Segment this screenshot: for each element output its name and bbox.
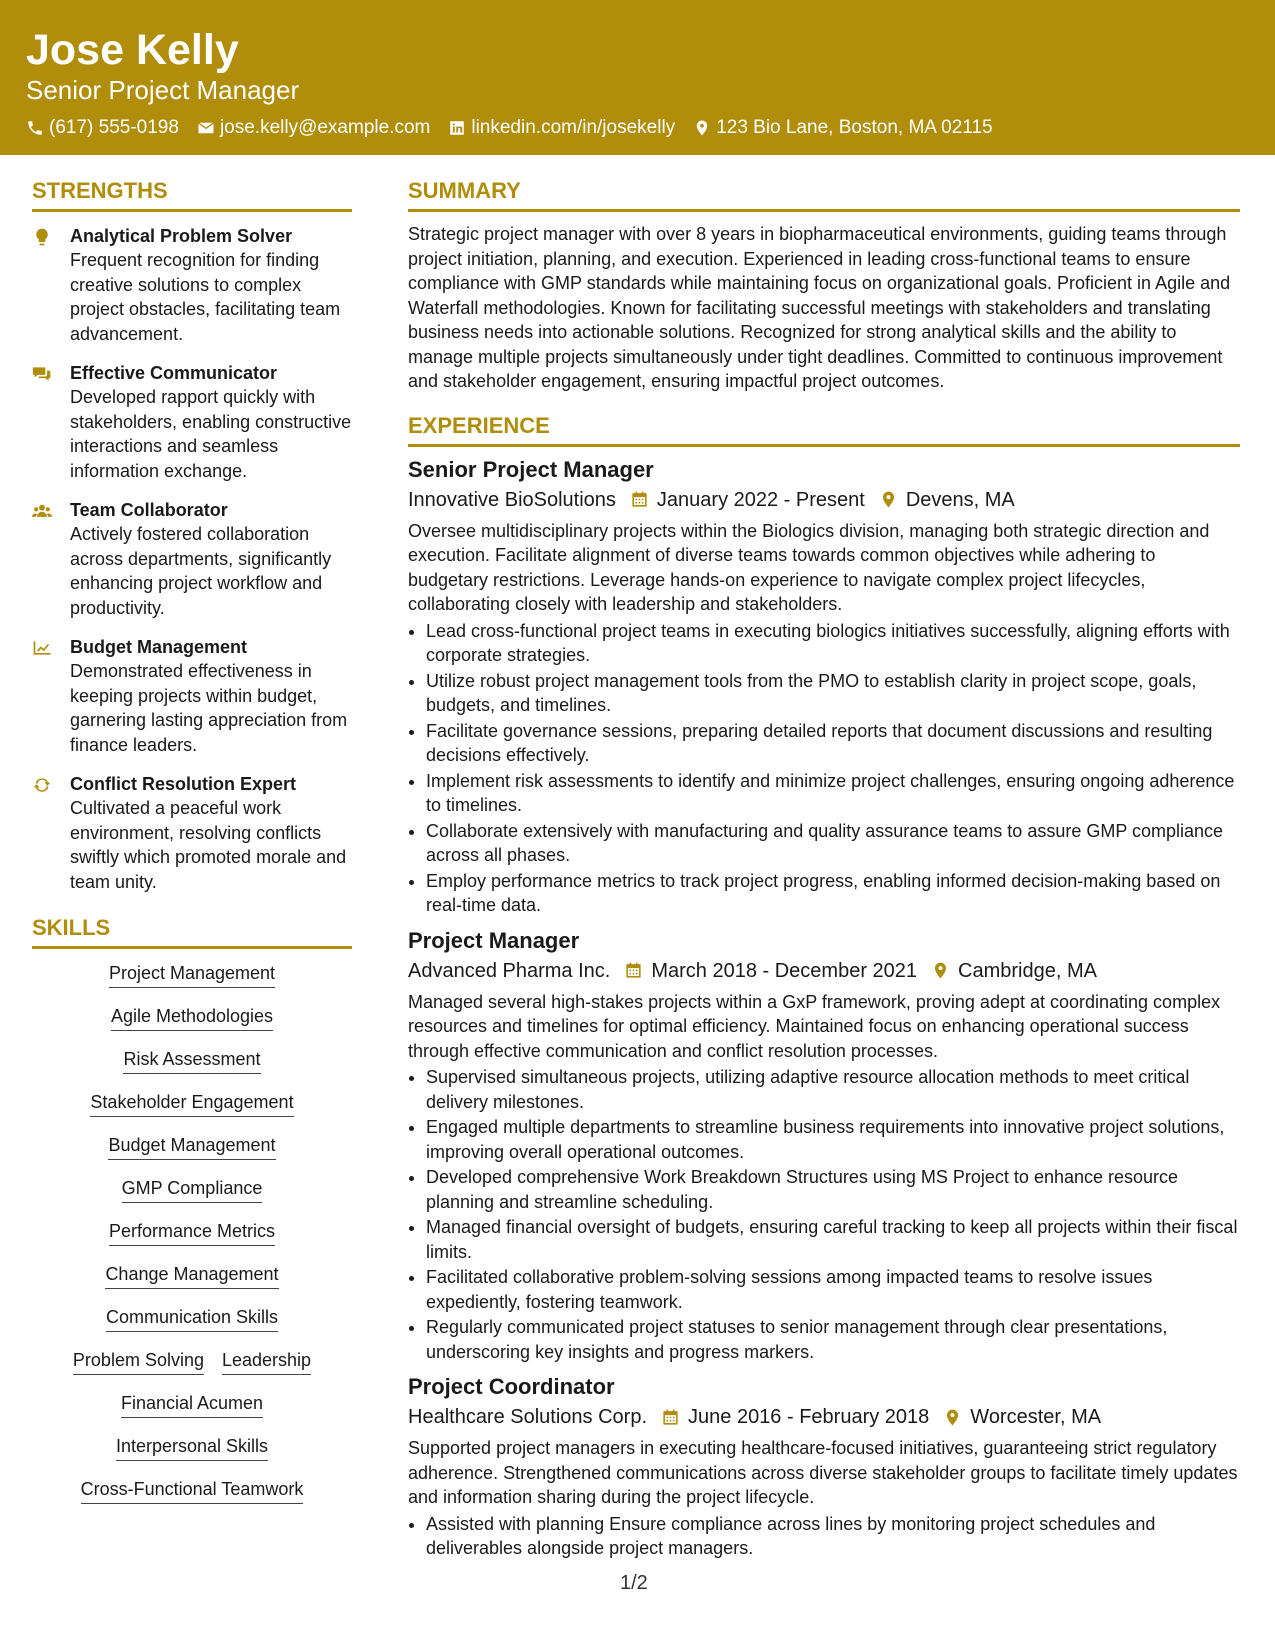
job-bullets bbox=[408, 619, 1240, 918]
strength-item bbox=[32, 772, 352, 894]
job-bullet: • Regularly communicated project statuses to senior management through clear presentations, underscoring key insights and progress markers. bbox=[426, 1315, 1240, 1364]
strength-desc: Frequent recognition for finding creative solutions to complex project obstacles, facilitating team advancement. bbox=[70, 250, 341, 344]
job-bullet: • Managed financial oversight of budgets, ensuring careful tracking to keep all projects within their fiscal limits. bbox=[426, 1215, 1240, 1264]
skill-tag: Financial Acumen bbox=[121, 1391, 263, 1418]
skill-tag: Stakeholder Engagement bbox=[90, 1090, 293, 1117]
skill-tag: Change Management bbox=[105, 1262, 278, 1289]
job-company: Innovative BioSolutions bbox=[408, 488, 616, 511]
contact-linkedin[interactable] bbox=[448, 117, 675, 139]
strength-item bbox=[32, 498, 352, 620]
comments-icon bbox=[32, 364, 52, 384]
job-dates: June 2016 - February 2018 bbox=[688, 1406, 930, 1428]
job-bullet: • Collaborate extensively with manufacturing and quality assurance teams to assure GMP compliance across all phases. bbox=[426, 819, 1240, 868]
job-bullet: • Assisted with planning Ensure compliance across lines by monitoring project schedules and deliverables alongside project managers. bbox=[426, 1512, 1240, 1561]
resume-header bbox=[0, 0, 1275, 155]
map-marker-icon bbox=[931, 961, 950, 980]
job-company: Healthcare Solutions Corp. bbox=[408, 1406, 648, 1428]
skill-tag: GMP Compliance bbox=[122, 1176, 263, 1203]
strengths-heading: STRENGTHS bbox=[32, 175, 352, 212]
strength-item bbox=[32, 635, 352, 757]
skills-list bbox=[32, 961, 352, 1504]
left-column bbox=[32, 175, 352, 1520]
map-marker-icon bbox=[879, 490, 898, 509]
envelope-icon bbox=[197, 119, 215, 137]
job-description: Oversee multidisciplinary projects within the Biologics division, managing both strategic direction and execution. Facilitate alignment of diverse teams towards common objectives while adhering to budgetary restrictions. Leverage hands-on experience to navigate complex project lifecycles, collaborating closely with leadership and stakeholders. bbox=[408, 520, 1210, 614]
skill-tag: Budget Management bbox=[108, 1133, 275, 1160]
phone-text: (617) 555-0198 bbox=[49, 117, 179, 138]
candidate-name: Jose Kelly bbox=[26, 26, 239, 74]
skill-tag: Leadership bbox=[222, 1348, 311, 1375]
strength-desc: Developed rapport quickly with stakeholders, enabling constructive interactions and seamless information exchange. bbox=[70, 387, 352, 481]
job-meta bbox=[408, 485, 1240, 515]
strength-item bbox=[32, 361, 352, 483]
map-marker-icon bbox=[693, 119, 711, 137]
experience-heading: EXPERIENCE bbox=[408, 410, 1240, 447]
job-title: Project Coordinator bbox=[408, 1374, 615, 1399]
job-description: Managed several high-stakes projects within a GxP framework, proving adept at coordinating complex resources and timelines for optimal efficiency. Maintained focus on enhancing operational success through effective communication and conflict resolution processes. bbox=[408, 991, 1221, 1061]
calendar-icon bbox=[661, 1408, 680, 1427]
strength-desc: Cultivated a peaceful work environment, resolving conflicts swiftly which promoted morale and team unity. bbox=[70, 798, 347, 892]
strength-title: Effective Communicator bbox=[70, 363, 278, 383]
strength-desc: Demonstrated effectiveness in keeping projects within budget, garnering lasting appreciation from finance leaders. bbox=[70, 661, 348, 755]
job-location: Devens, MA bbox=[905, 488, 1015, 511]
job-bullet: • Lead cross-functional project teams in executing biologics initiatives successfully, aligning efforts with corporate strategies. bbox=[426, 619, 1240, 668]
phone-icon bbox=[26, 119, 44, 137]
strength-desc: Actively fostered collaboration across departments, significantly enhancing project workflow and productivity. bbox=[70, 524, 332, 618]
job-bullet: • Facilitate governance sessions, preparing detailed reports that document discussions and resulting decisions effectively. bbox=[426, 719, 1240, 768]
job-company: Advanced Pharma Inc. bbox=[408, 959, 611, 982]
job-location: Worcester, MA bbox=[970, 1406, 1102, 1428]
job-entry bbox=[408, 926, 1240, 1365]
job-bullet: • Supervised simultaneous projects, utilizing adaptive resource allocation methods to meet critical delivery milestones. bbox=[426, 1065, 1240, 1114]
job-description: Supported project managers in executing healthcare-focused initiatives, guaranteeing strict regulatory adherence. Strengthened communications across diverse stakeholder groups to facilitate timely updates and information sharing during the project lifecycle. bbox=[408, 1438, 1238, 1507]
job-meta bbox=[408, 956, 1240, 986]
calendar-icon bbox=[624, 961, 643, 980]
linkedin-icon bbox=[448, 119, 466, 137]
strength-item bbox=[32, 224, 352, 346]
sync-icon bbox=[32, 775, 52, 795]
job-bullet: • Developed comprehensive Work Breakdown Structures using MS Project to enhance resource planning and streamline scheduling. bbox=[426, 1165, 1240, 1214]
skill-tag: Problem Solving bbox=[73, 1348, 204, 1375]
job-title: Senior Project Manager bbox=[408, 456, 654, 482]
skill-tag: Interpersonal Skills bbox=[116, 1434, 268, 1461]
right-column bbox=[408, 175, 1240, 1569]
skill-tag: Performance Metrics bbox=[109, 1219, 275, 1246]
skill-tag: Project Management bbox=[109, 961, 275, 988]
skill-tag: Agile Methodologies bbox=[111, 1004, 273, 1031]
address-text: 123 Bio Lane, Boston, MA 02115 bbox=[716, 117, 993, 138]
chart-line-icon bbox=[32, 638, 52, 658]
lightbulb-icon bbox=[32, 227, 52, 247]
strength-title: Conflict Resolution Expert bbox=[70, 774, 297, 794]
job-bullets bbox=[408, 1065, 1240, 1364]
linkedin-text: linkedin.com/in/josekelly bbox=[471, 117, 676, 138]
summary-heading: SUMMARY bbox=[408, 175, 1240, 212]
job-entry bbox=[408, 455, 1240, 918]
job-dates: March 2018 - December 2021 bbox=[651, 959, 918, 982]
skill-tag: Communication Skills bbox=[106, 1305, 278, 1332]
job-bullet: • Employ performance metrics to track project progress, enabling informed decision-making based on real-time data. bbox=[426, 869, 1240, 918]
contact-email[interactable] bbox=[197, 117, 430, 139]
job-location: Cambridge, MA bbox=[958, 959, 1097, 982]
strength-title: Team Collaborator bbox=[70, 500, 228, 520]
job-bullet: • Facilitated collaborative problem-solving sessions among impacted teams to resolve issues expediently, fostering teamwork. bbox=[426, 1265, 1240, 1314]
contact-phone bbox=[26, 117, 179, 139]
calendar-icon bbox=[630, 490, 649, 509]
candidate-title: Senior Project Manager bbox=[26, 75, 300, 105]
strength-title: Analytical Problem Solver bbox=[70, 226, 293, 246]
job-meta bbox=[408, 1402, 1240, 1432]
job-bullet: • Engaged multiple departments to streamline business requirements into innovative project solutions, improving overall operational outcomes. bbox=[426, 1115, 1240, 1164]
strength-title: Budget Management bbox=[70, 637, 248, 657]
job-bullets bbox=[408, 1512, 1240, 1561]
job-title: Project Manager bbox=[408, 927, 580, 953]
users-icon bbox=[32, 501, 52, 521]
job-entry bbox=[408, 1372, 1240, 1561]
skill-tag: Cross-Functional Teamwork bbox=[81, 1477, 304, 1504]
job-bullet: • Utilize robust project management tools from the PMO to establish clarity in project scope, goals, budgets, and timelines. bbox=[426, 669, 1240, 718]
summary-text: Strategic project manager with over 8 years in biopharmaceutical environments, guiding teams through project initiation, planning, and execution. Experienced in leading cross-functional teams to ensure compliance with GMP standards while maintaining focus on organizational goals. Proficient in Agile and Waterfall methodologies. Known for facilitating successful meetings with stakeholders and translating business needs into actionable solutions. Recognized for strong analytical skills and the ability to manage multiple projects simultaneously under tight deadlines. Committed to continuous improvement and stakeholder engagement, ensuring impactful project outcomes. bbox=[408, 224, 1231, 391]
map-marker-icon bbox=[943, 1408, 962, 1427]
skill-tag: Risk Assessment bbox=[123, 1047, 260, 1074]
contact-bar bbox=[26, 114, 1011, 142]
job-dates: January 2022 - Present bbox=[656, 488, 865, 511]
job-bullet: • Implement risk assessments to identify and minimize project challenges, ensuring ongoing adherence to timelines. bbox=[426, 769, 1240, 818]
skills-heading: SKILLS bbox=[32, 912, 352, 949]
contact-address bbox=[693, 117, 992, 139]
email-text: jose.kelly@example.com bbox=[219, 117, 431, 138]
page-number: 1/2 bbox=[620, 1572, 648, 1594]
strengths-list bbox=[32, 224, 352, 894]
